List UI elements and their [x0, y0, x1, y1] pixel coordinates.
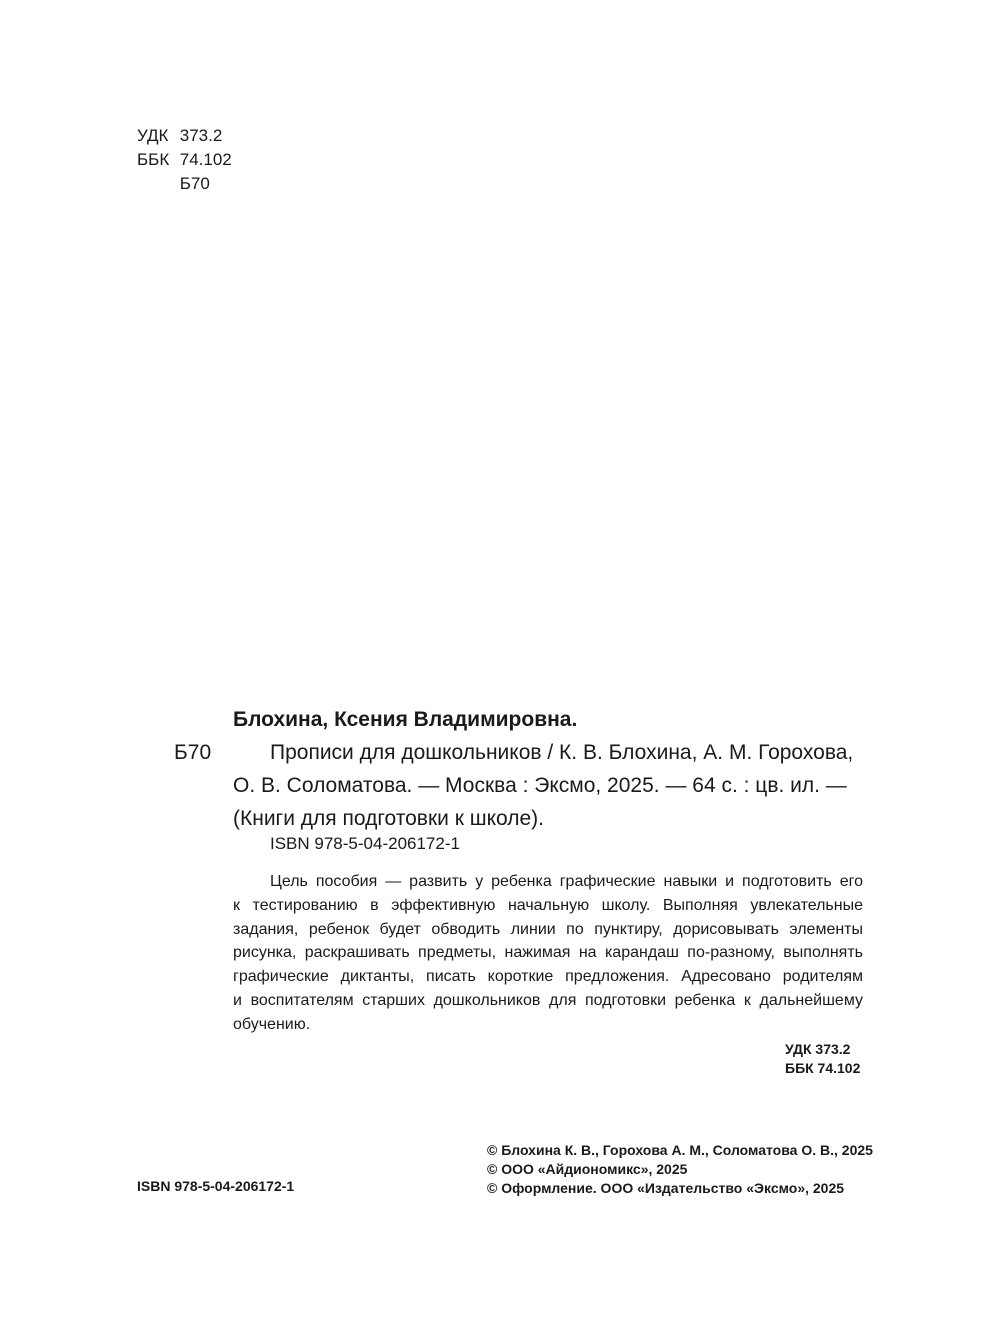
- udk-line: [137, 124, 232, 148]
- annotation-line: обучению.: [233, 1015, 311, 1033]
- description-line: О. В. Соломатова. — Москва : Эксмо, 2025. — 64 с. : цв. ил. —: [233, 774, 847, 797]
- entry-description: [233, 736, 863, 835]
- bottom-classification: [785, 1040, 860, 1078]
- annotation-line: рисунка, раскрашивать предметы, нажимая на карандаш по-разному, выполнять: [233, 944, 863, 962]
- copyright-line: © Блохина К. В., Горохова А. М., Соломатова О. В., 2025: [487, 1142, 873, 1158]
- bbk-line: [137, 148, 232, 172]
- copyright-block: [487, 1141, 873, 1198]
- annotation-line: графические диктанты, писать короткие предложения. Адресовано родителям: [233, 968, 863, 986]
- bottom-bbk: ББК 74.102: [785, 1060, 861, 1076]
- entry-isbn: ISBN 978-5-04-206172-1: [270, 834, 460, 853]
- bbk-label: ББК: [137, 150, 170, 169]
- top-classification: [137, 124, 232, 196]
- description-line: Прописи для дошкольников / К. В. Блохина, А. М. Горохова,: [270, 741, 854, 764]
- annotation: [233, 870, 863, 1037]
- copyright-line: © Оформление. ООО «Издательство «Эксмо», 2025: [487, 1180, 845, 1196]
- entry-heading: Блохина, Ксения Владимировна.: [233, 708, 578, 731]
- annotation-line: Цель пособия — развить у ребенка графические навыки и подготовить его: [270, 873, 863, 890]
- udk-label: УДК: [137, 126, 169, 145]
- bbk-value: 74.102: [179, 150, 232, 169]
- udk-value: 373.2: [179, 126, 223, 145]
- author-sign-line: [137, 172, 232, 196]
- bottom-udk: УДК 373.2: [785, 1041, 851, 1057]
- footer-isbn: ISBN 978-5-04-206172-1: [137, 1178, 295, 1194]
- description-line: (Книги для подготовки к школе).: [233, 807, 544, 830]
- annotation-line: задания, ребенок будет обводить линии по пунктиру, дорисовывать элементы: [233, 920, 863, 938]
- entry-author-sign: Б70: [174, 741, 212, 764]
- annotation-line: к тестированию в эффективную начальную школу. Выполняя увлекательные: [233, 896, 863, 914]
- author-sign: Б70: [179, 174, 210, 193]
- copyright-line: © ООО «Айдиономикс», 2025: [487, 1161, 688, 1177]
- annotation-line: и воспитателям старших дошкольников для подготовки ребенка к дальнейшему: [233, 991, 863, 1009]
